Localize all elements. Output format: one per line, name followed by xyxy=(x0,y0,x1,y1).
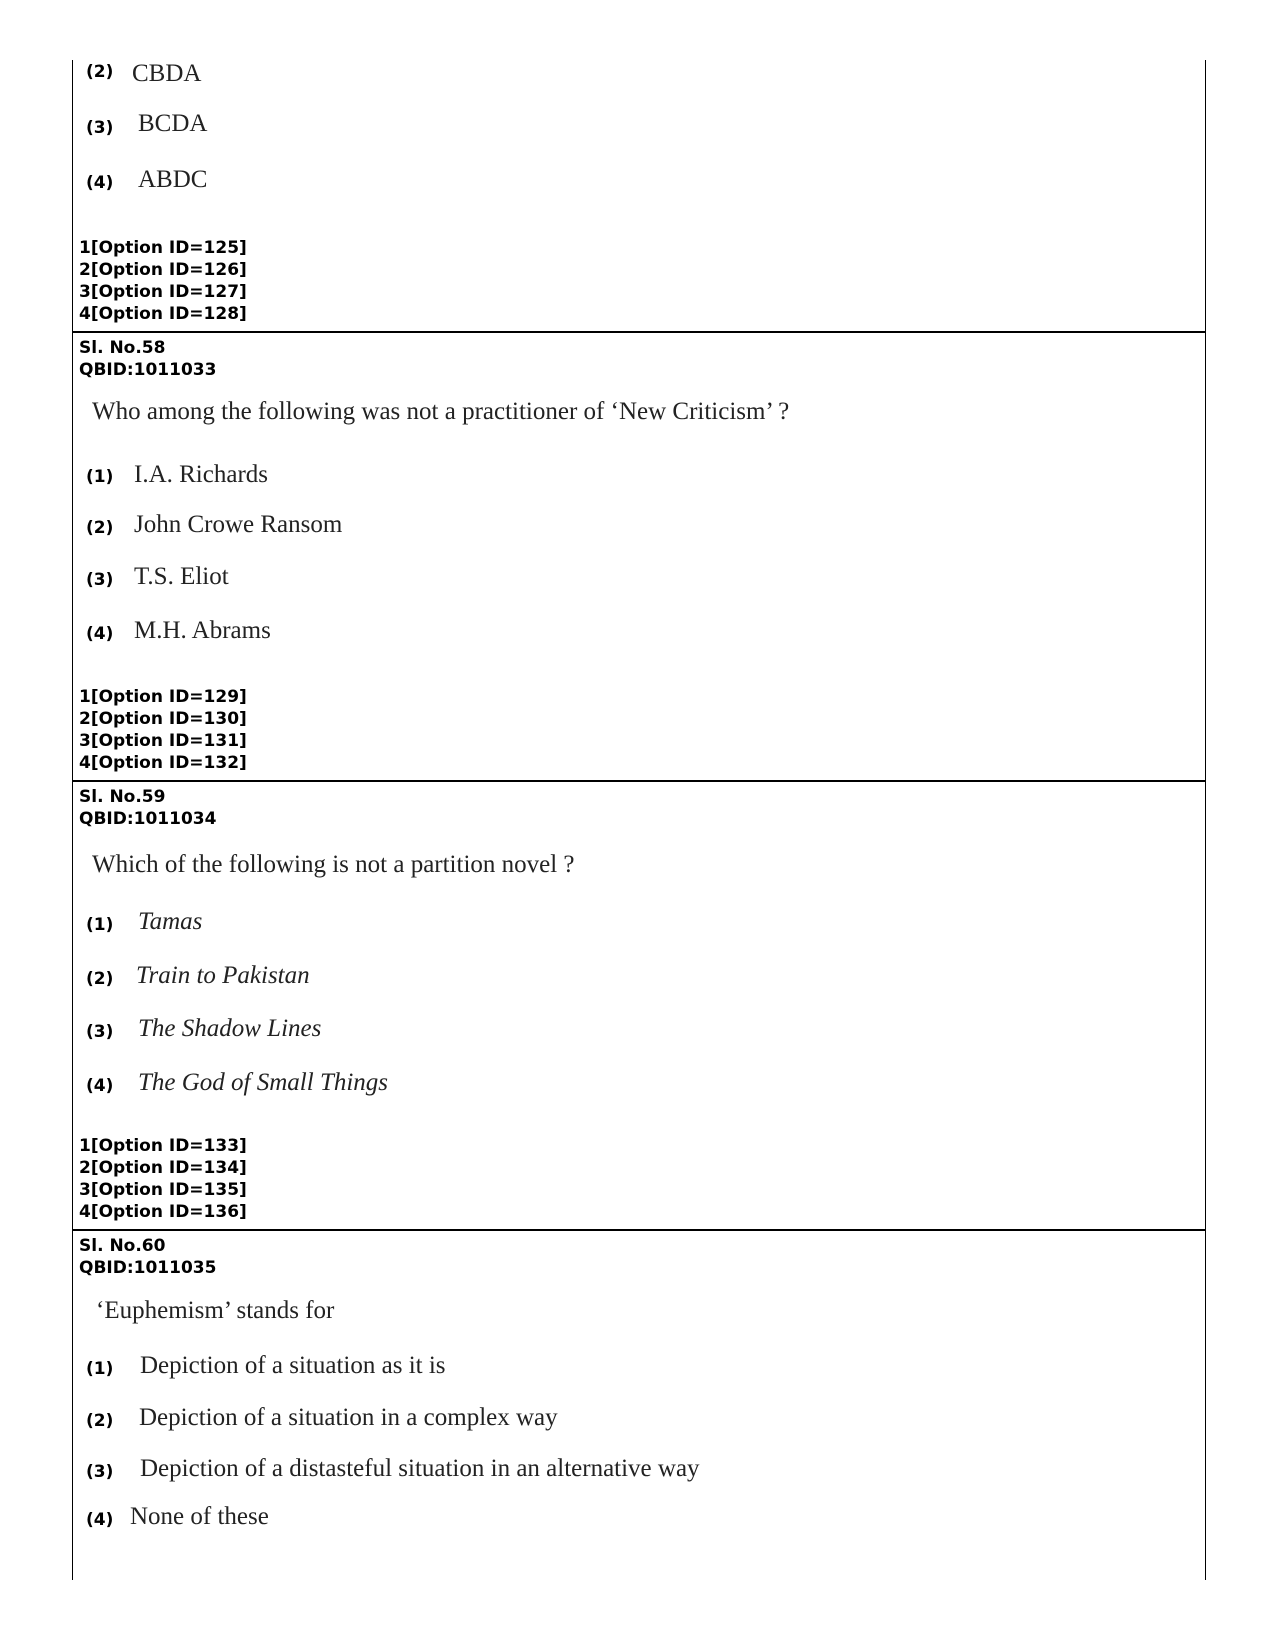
option-id: 4[Option ID=132] xyxy=(79,753,247,773)
option-number: (4) xyxy=(86,1510,114,1530)
option-id: 3[Option ID=131] xyxy=(79,731,247,751)
serial-number: Sl. No.59 xyxy=(79,787,166,807)
option-id: 3[Option ID=135] xyxy=(79,1180,247,1200)
row-divider xyxy=(72,1229,1205,1231)
qbid: QBID:1011033 xyxy=(79,360,217,380)
option-text: Tamas xyxy=(138,908,203,935)
option-id: 1[Option ID=129] xyxy=(79,687,247,707)
option-id-list xyxy=(79,237,247,325)
option-text: Depiction of a situation in a complex way xyxy=(139,1404,558,1431)
option-text: M.H. Abrams xyxy=(134,617,271,644)
option-id-list xyxy=(79,686,247,774)
option-id: 1[Option ID=133] xyxy=(79,1136,247,1156)
row-divider xyxy=(72,331,1205,333)
option-number: (1) xyxy=(86,1359,114,1379)
option-text: CBDA xyxy=(132,60,202,87)
option-number: (2) xyxy=(86,62,114,82)
option-id: 2[Option ID=126] xyxy=(79,260,247,280)
option-text: Train to Pakistan xyxy=(136,962,310,989)
option-text: Depiction of a situation as it is xyxy=(140,1352,446,1379)
option-id-list xyxy=(79,1135,247,1223)
option-id: 3[Option ID=127] xyxy=(79,282,247,302)
option-text: I.A. Richards xyxy=(134,461,268,488)
option-text: The God of Small Things xyxy=(138,1069,389,1096)
option-number: (2) xyxy=(86,1411,114,1431)
option-text: The Shadow Lines xyxy=(138,1015,322,1042)
qbid: QBID:1011034 xyxy=(79,809,217,829)
serial-number: Sl. No.60 xyxy=(79,1236,166,1256)
option-text: John Crowe Ransom xyxy=(134,511,343,538)
option-number: (3) xyxy=(86,1462,114,1482)
option-number: (4) xyxy=(86,1076,114,1096)
option-id: 4[Option ID=136] xyxy=(79,1202,247,1222)
option-number: (4) xyxy=(86,173,114,193)
option-text: T.S. Eliot xyxy=(134,563,229,590)
question-text: ‘Euphemism’ stands for xyxy=(96,1297,335,1324)
option-number: (4) xyxy=(86,624,114,644)
row-divider xyxy=(72,780,1205,782)
option-id: 4[Option ID=128] xyxy=(79,304,247,324)
serial-number: Sl. No.58 xyxy=(79,338,166,358)
option-id: 1[Option ID=125] xyxy=(79,238,247,258)
option-number: (3) xyxy=(86,1022,114,1042)
question-text: Who among the following was not a practitioner of ‘New Criticism’ ? xyxy=(92,398,790,425)
option-text: Depiction of a distasteful situation in an alternative way xyxy=(140,1455,700,1482)
option-id: 2[Option ID=130] xyxy=(79,709,247,729)
qbid: QBID:1011035 xyxy=(79,1258,217,1278)
option-text: BCDA xyxy=(138,110,208,137)
option-number: (1) xyxy=(86,467,114,487)
option-number: (1) xyxy=(86,915,114,935)
question-text: Which of the following is not a partition novel ? xyxy=(92,851,575,878)
option-number: (3) xyxy=(86,118,114,138)
option-text: ABDC xyxy=(138,166,208,193)
option-number: (2) xyxy=(86,969,114,989)
option-number: (3) xyxy=(86,570,114,590)
option-id: 2[Option ID=134] xyxy=(79,1158,247,1178)
option-number: (2) xyxy=(86,518,114,538)
option-text: None of these xyxy=(130,1503,269,1530)
